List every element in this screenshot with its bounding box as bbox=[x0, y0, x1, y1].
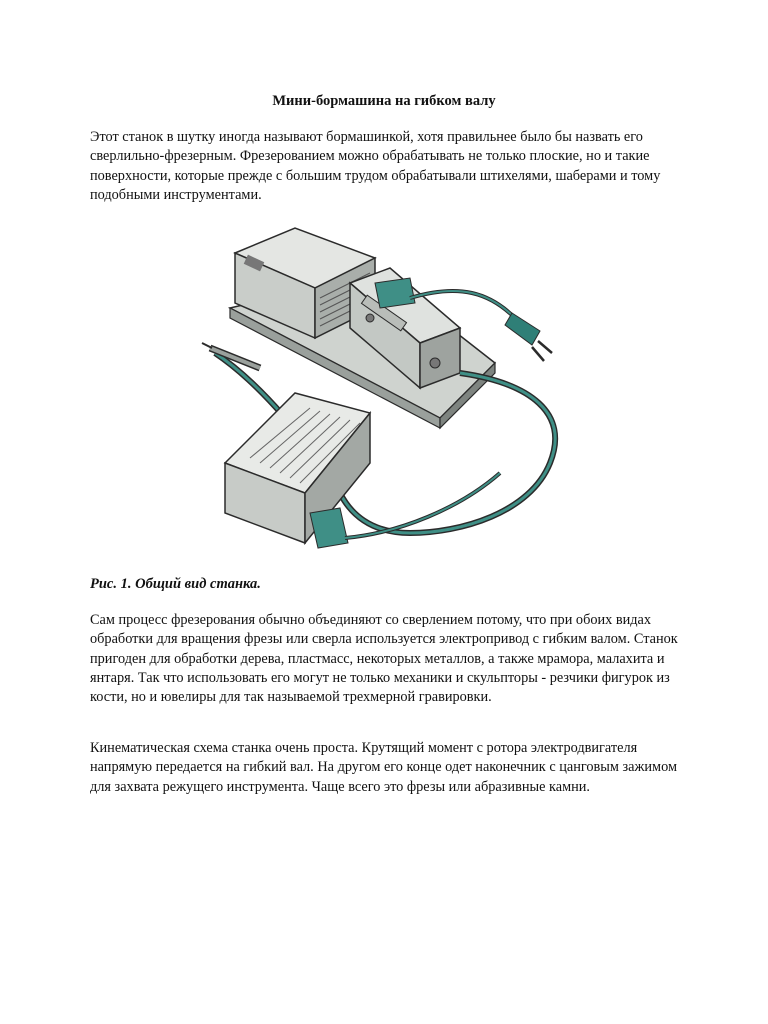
foot-pedal bbox=[225, 393, 370, 548]
paragraph-kinematics: Кинематическая схема станка очень проста. Крутящий момент с ротора электродвигателя напрямую передается на гибкий вал. На другом его конце одет наконечник с цанговым зажимом для захвата режущего инструмента. Чаще всего это фрезы или абразивные камни. bbox=[90, 740, 678, 795]
paragraph-intro: Этот станок в шутку иногда называют бормашинкой, хотя правильнее было бы назвать его сверлильно-фрезерным. Фрезерованием можно обрабатывать не только плоские, но и такие поверхности, которые прежде с большим трудом обрабатывали штихелями, шаберами и тому подобными инструментами. bbox=[90, 129, 661, 203]
figure-caption: Рис. 1. Общий вид станка. bbox=[90, 576, 261, 592]
machine-illustration bbox=[200, 213, 580, 563]
document-title: Мини-бормашина на гибком валу bbox=[272, 93, 496, 109]
power-plug bbox=[505, 313, 552, 361]
pedal-cable bbox=[345, 473, 500, 538]
paragraph-process: Сам процесс фрезерования обычно объединяют со сверлением потому, что при обоих видах обработки для вращения фрезы или сверла используется электропривод с гибким валом. Станок пригоден для обработки дерева, пластмасс, некоторых металлов, а также мрамора, малахита и янтаря. Так что использовать его могут не только механики и скульпторы - резчики фигурок из кости, но и ювелиры для так называемой трехмерной гравировки. bbox=[90, 612, 678, 706]
